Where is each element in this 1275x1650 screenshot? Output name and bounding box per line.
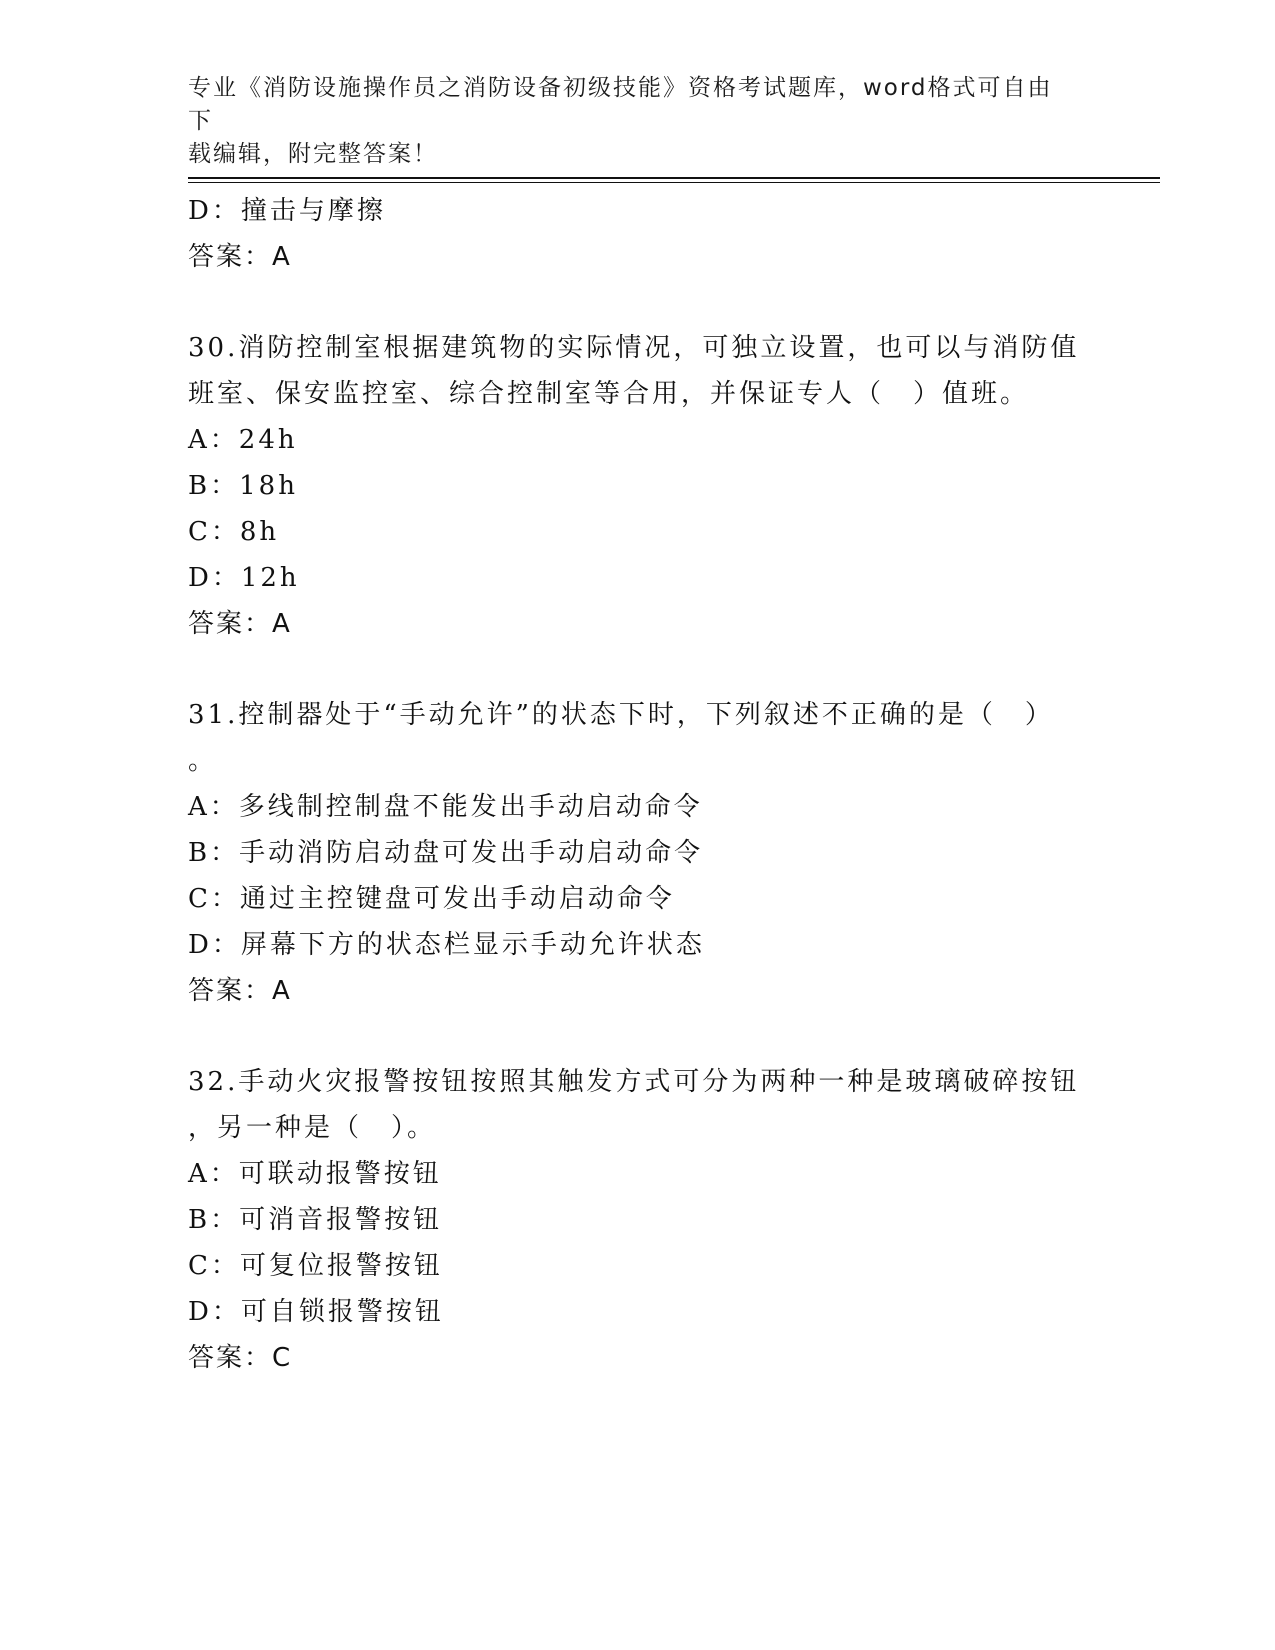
option-d: D：12h xyxy=(188,563,300,593)
header-line-2: 载编辑，附完整答案！ xyxy=(188,141,438,167)
answer: 答案：A xyxy=(188,609,292,639)
page-header xyxy=(188,72,1068,171)
question-stem-line: 32.手动火灾报警按钮按照其触发方式可分为两种一种是玻璃破碎按钮 xyxy=(188,1067,1080,1097)
header-line-1: 专业《消防设施操作员之消防设备初级技能》资格考试题库，word格式可自由下 xyxy=(188,75,1053,134)
option-b: B：手动消防启动盘可发出手动启动命令 xyxy=(188,838,704,868)
answer: 答案：C xyxy=(188,1343,293,1373)
option-c: C：8h xyxy=(188,517,280,547)
option-c: C：可复位报警按钮 xyxy=(188,1251,443,1281)
option-a: A：多线制控制盘不能发出手动启动命令 xyxy=(188,792,703,822)
question-31 xyxy=(188,692,1088,1014)
prev-answer: 答案：A xyxy=(188,242,292,272)
question-stem-line: 班室、保安监控室、综合控制室等合用，并保证专人（ ）值班。 xyxy=(188,379,1030,409)
question-30 xyxy=(188,325,1088,647)
option-a: A：24h xyxy=(188,425,298,455)
question-32 xyxy=(188,1059,1088,1381)
prev-option-d: D：撞击与摩擦 xyxy=(188,196,386,226)
option-b: B：18h xyxy=(188,471,298,501)
question-content xyxy=(188,188,1088,1381)
question-stem-line: 31.控制器处于“手动允许”的状态下时，下列叙述不正确的是（ ） xyxy=(188,700,1054,730)
option-d: D：屏幕下方的状态栏显示手动允许状态 xyxy=(188,930,705,960)
question-stem-line: 。 xyxy=(188,746,218,776)
option-c: C：通过主控键盘可发出手动启动命令 xyxy=(188,884,675,914)
answer: 答案：A xyxy=(188,976,292,1006)
question-stem-line: 30.消防控制室根据建筑物的实际情况，可独立设置，也可以与消防值 xyxy=(188,333,1080,363)
option-b: B：可消音报警按钮 xyxy=(188,1205,443,1235)
header-divider-thick xyxy=(188,177,1160,179)
question-stem-line: ，另一种是（ ）。 xyxy=(188,1113,437,1143)
option-a: A：可联动报警按钮 xyxy=(188,1159,442,1189)
header-divider-thin xyxy=(188,182,1160,183)
option-d: D：可自锁报警按钮 xyxy=(188,1297,444,1327)
